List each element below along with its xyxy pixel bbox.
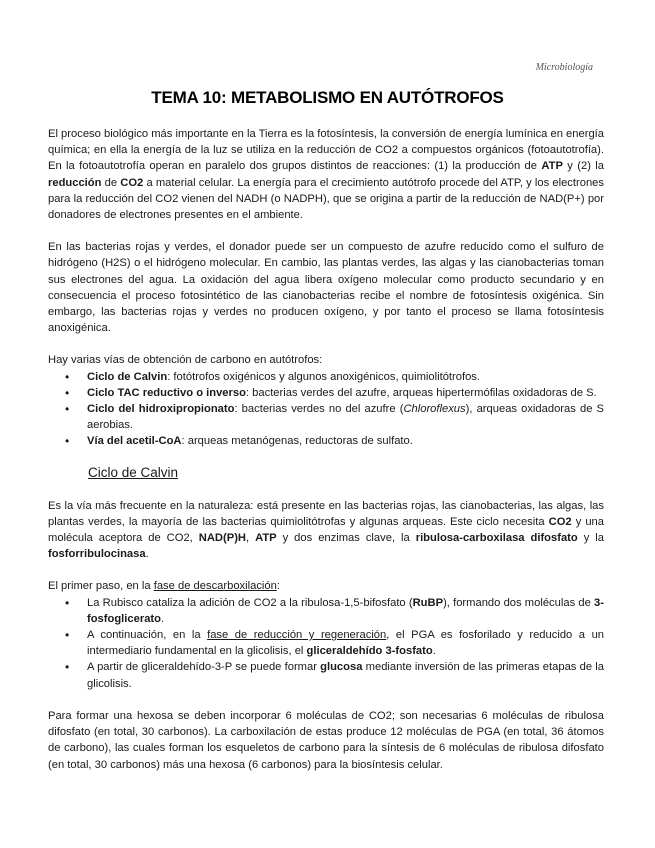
document-body [48, 126, 604, 773]
list-item: • A continuación, en la fase de reducción y regeneración, el PGA es fosforilado y reducido a un intermediario fundamental en la glicolisis, el gliceraldehído 3-fosfato. [48, 627, 604, 659]
calvin-steps-list [48, 595, 604, 692]
paragraph-hexosa: Para formar una hexosa se deben incorporar 6 moléculas de CO2; son necesarias 6 moléculas de ribulosa difosfato (en total, 30 carbonos). La carboxilación de estas produce 12 moléculas de PGA (en total, 36 átomos de carbono), las cuales forman los esqueletos de carbono para la síntesis de 6 moléculas de ribulosa difosfato (en total, 30 carbonos) más una hexosa (6 carbonos) para la biosíntesis celular. [48, 709, 604, 771]
paragraph-electron-donors: En las bacterias rojas y verdes, el donador puede ser un compuesto de azufre reducido como el sulfuro de hidrógeno (H2S) o el hidrógeno molecular. En cambio, las plantas verdes, las algas y las cianobacterias toman sus electrones del agua. La oxidación del agua libera oxígeno molecular como producto secundario y en consecuencia el proceso fotosintético de las cianobacterias recibe el nombre de fotosíntesis oxigénica. Sin embargo, las bacterias rojas y verdes no producen oxígeno, y por tanto el proceso se llama fotosíntesis anoxigénica. [48, 241, 604, 335]
list-item: • Ciclo TAC reductivo o inverso: bacterias verdes del azufre, arqueas hipertermófilas oxidadoras de S. [48, 385, 604, 401]
list-item: • Vía del acetil-CoA: arqueas metanógenas, reductoras de sulfato. [48, 433, 604, 449]
list-item: • La Rubisco cataliza la adición de CO2 a la ribulosa-1,5-bifosfato (RuBP), formando dos moléculas de 3-fosfoglicerato. [48, 595, 604, 627]
page-title: TEMA 10: METABOLISMO EN AUTÓTROFOS [151, 88, 504, 107]
list-item: • A partir de gliceraldehído-3-P se puede formar glucosa mediante inversión de las primeras etapas de la glicolisis. [48, 659, 604, 691]
first-step-intro: El primer paso, en la fase de descarboxilación: [48, 580, 280, 593]
pathways-list [48, 369, 604, 450]
header-subject: Microbiología [535, 62, 593, 73]
paragraph-calvin: Es la vía más frecuente en la naturaleza: está presente en las bacterias rojas, las cianobacterias, las algas, las plantas verdes, la mayoría de las bacterias quimiolitótrofas y algunas arqueas. Este ciclo necesita CO2 y una molécula aceptora de CO2, NAD(P)H, ATP y dos enzimas clave, la ribulosa-carboxilasa difosfato y la fosforribulocinasa. [48, 499, 605, 561]
section-heading-calvin: Ciclo de Calvin [88, 464, 179, 480]
list-item: • Ciclo del hidroxipropionato: bacterias verdes no del azufre (Chloroflexus), arqueas oxidadoras de S aerobias. [48, 401, 604, 433]
pathways-intro: Hay varias vías de obtención de carbono en autótrofos: [48, 354, 323, 367]
paragraph-intro: El proceso biológico más importante en la Tierra es la fotosíntesis, la conversión de energía lumínica en energía química; en ella la energía de la luz se utiliza en la reducción de CO2 a compuestos orgánicos (fotoautotrofía). En la fotoautotrofía operan en paralelo dos grupos distintos de reacciones: (1) la producción de ATP y (2) la reducción de CO2 a material celular. La energía para el crecimiento autótrofo procede del ATP, y los electrones para la reducción del CO2 vienen del NADH (o NADPH), que se origina a partir de la reducción de NAD(P+) por donadores de electrones presentes en el ambiente. [48, 128, 604, 222]
list-item: • Ciclo de Calvin: fotótrofos oxigénicos y algunos anoxigénicos, quimiolitótrofos. [48, 369, 604, 385]
